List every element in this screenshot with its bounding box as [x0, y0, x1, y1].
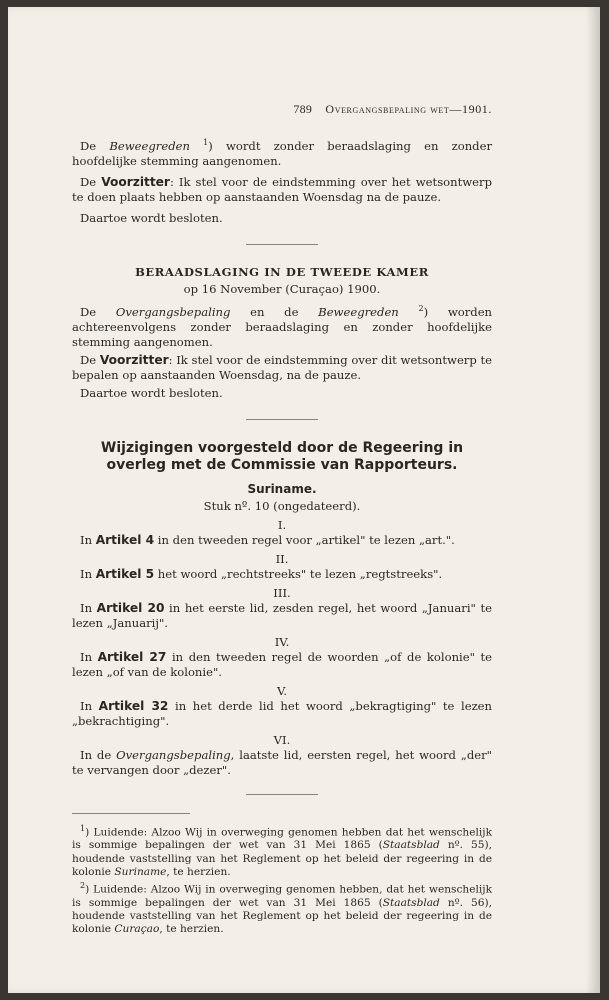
running-header	[72, 102, 492, 117]
running-title: Overgangsbepaling wet—1901.	[325, 102, 492, 116]
paragraph-voorzitter: De Voorzitter: Ik stel voor de eindstemming over het wetsontwerp te doen plaats hebben op aanstaanden Woensdag na de pauze.	[72, 174, 492, 204]
footnote-rule	[72, 813, 190, 814]
article-ref: Artikel 32	[98, 698, 169, 713]
roman-numeral: II.	[275, 551, 289, 566]
footnote-2: $^2$) Luidende: Alzoo Wij in overweging genomen hebben, dat het wenschelijk is sommige bepalingen der wet van 31 Mei 1865 (Staatsblad nº. 56), houdende vaststelling van het Reglement op het beleid der regeering in de kolonie Curaçao, te herzien.	[72, 881, 493, 936]
country-heading: Suriname.	[247, 481, 317, 496]
stuk-reference: Stuk nº. 10 (ongedateerd).	[203, 498, 361, 513]
paragraph-beweegreden: De Beweegreden $^1$) wordt zonder beraadslaging en zonder hoofdelijke stemming aangenomen.	[72, 138, 493, 168]
page-binding-shadow	[586, 7, 600, 993]
amendments-title: Wijzigingen voorgesteld door de Regeering in overleg met de Commissie van Rapporteurs.	[100, 439, 464, 473]
roman-numeral: VI.	[273, 732, 291, 747]
page-content	[72, 102, 492, 936]
roman-numeral: I.	[277, 517, 287, 532]
roman-numeral: V.	[276, 683, 288, 698]
document-page	[8, 7, 600, 993]
amendment-item: In Artikel 32 in het derde lid het woord „bekragtiging" te lezen „bekrachtiging".	[72, 698, 493, 728]
paragraph-besloten: Daartoe wordt besloten.	[80, 210, 223, 225]
article-ref: Artikel 4	[95, 532, 155, 547]
amendment-item: In Artikel 5 het woord „rechtstreeks" te lezen „regtstreeks".	[80, 566, 443, 581]
amendment-item: In Artikel 27 in den tweeden regel de woorden „of de kolonie" te lezen „of van de kolonie".	[72, 649, 493, 679]
amendment-item: In Artikel 4 in den tweeden regel voor „artikel" te lezen „art.".	[80, 532, 455, 547]
footnote-1: $^1$) Luidende: Alzoo Wij in overweging genomen hebben dat het wenschelijk is sommige bepalingen der wet van 31 Mei 1865 (Staatsblad nº. 55), houdende vaststelling van het Reglement op het beleid der regeering in de kolonie Suriname, te herzien.	[72, 823, 493, 878]
roman-numeral: IV.	[274, 634, 290, 649]
amendment-item: In Artikel 20 in het eerste lid, zesden regel, het woord „Januari" te lezen „Januarij".	[72, 600, 493, 630]
divider	[246, 794, 318, 795]
footnote-ref: 2	[418, 303, 424, 313]
section-date: op 16 November (Curaçao) 1900.	[183, 281, 381, 296]
footnote-ref: 1	[203, 138, 209, 147]
italic-term: Beweegreden	[109, 138, 190, 153]
page-number: 789	[293, 102, 313, 116]
section-title: BERAADSLAGING IN DE TWEEDE KAMER	[135, 264, 429, 279]
article-ref: Artikel 27	[97, 649, 167, 664]
paragraph-voorzitter-2: De Voorzitter: Ik stel voor de eindstemming over dit wetsontwerp te bepalen op aanstaanden Woensdag, na de pauze.	[72, 352, 492, 382]
speaker: Voorzitter	[99, 352, 169, 367]
paragraph-overgangsbepaling: De Overgangsbepaling en de Beweegreden $^2$) worden achtereenvolgens zonder beraadslaging en zonder hoofdelijke stemming aangenomen.	[72, 303, 493, 349]
amendment-list	[72, 518, 492, 729]
article-ref: Artikel 20	[96, 600, 165, 615]
paragraph-besloten-2: Daartoe wordt besloten.	[80, 385, 223, 400]
article-ref: Artikel 5	[95, 566, 155, 581]
divider	[246, 244, 318, 245]
divider	[246, 419, 318, 420]
speaker: Voorzitter	[101, 174, 170, 189]
amendment-item: In de Overgangsbepaling, laatste lid, eersten regel, het woord „der" te vervangen door „dezer".	[72, 747, 493, 777]
roman-numeral: III.	[273, 585, 291, 600]
